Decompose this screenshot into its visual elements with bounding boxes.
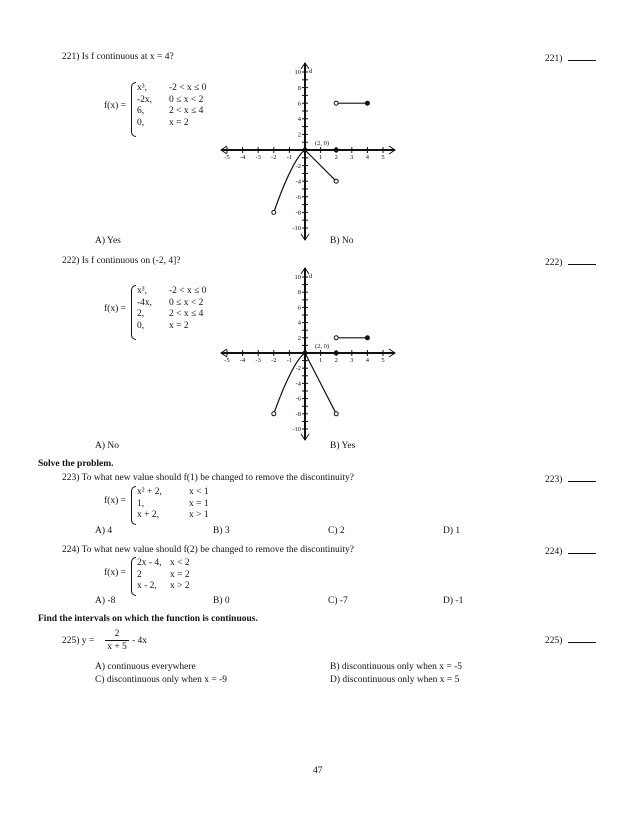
piecewise-brace <box>131 486 136 525</box>
piecewise-function-224 <box>137 558 190 593</box>
y-tick-label: -10 <box>292 225 301 233</box>
y-tick-label: -8 <box>295 209 301 217</box>
choice[interactable]: B) Yes <box>330 441 356 451</box>
x-tick-label: 4 <box>365 357 370 364</box>
piece-cond: 2 < x ≤ 4 <box>169 106 204 116</box>
x-tick-label: -1 <box>286 357 293 364</box>
choice[interactable]: B) 0 <box>213 596 230 606</box>
closed-point <box>334 351 338 355</box>
numerator: 2 <box>105 629 129 641</box>
open-point <box>334 336 338 340</box>
y-tick-label: -6 <box>295 395 301 403</box>
piece-expr: 2, <box>137 309 145 319</box>
question-number: 224) <box>62 545 80 555</box>
open-point <box>334 412 338 416</box>
y-tick-label: 4 <box>297 116 301 123</box>
fx-label: f(x) = <box>104 496 126 506</box>
x-tick-label: 5 <box>381 154 385 161</box>
y-tick-label: 8 <box>297 289 301 297</box>
choice[interactable]: A) 4 <box>95 526 113 536</box>
y-tick-label: -10 <box>292 426 301 433</box>
open-point <box>334 101 338 105</box>
answer-number: 224) <box>545 547 563 557</box>
x-tick-label: -1 <box>286 154 293 161</box>
x-tick-label: 3 <box>350 357 354 364</box>
piecewise-brace <box>131 82 136 137</box>
point-label: (2, 0) <box>315 343 330 350</box>
piecewise-function-222 <box>137 286 207 332</box>
y-tick-label: 2 <box>297 131 301 139</box>
piece-expr: 0, <box>137 320 145 331</box>
piece-expr: x - 2, <box>137 581 157 591</box>
choice[interactable]: A) No <box>95 441 120 451</box>
closed-point <box>303 148 307 152</box>
answer-slot-223 <box>545 473 596 485</box>
y-tick-label: 2 <box>297 334 301 342</box>
question-text: To what new value should f(1) be changed to remove the discontinuity? <box>81 473 355 483</box>
section-heading: Find the intervals on which the function is continuous. <box>38 614 258 624</box>
open-point <box>272 210 276 214</box>
x-tick-label: 1 <box>318 357 323 364</box>
piece-expr: x + 2, <box>137 510 159 520</box>
y-tick-label: -6 <box>295 194 301 201</box>
question-number: 221) <box>62 52 80 62</box>
piece-cond: x = 2 <box>169 320 189 331</box>
piece-cond: x = 2 <box>169 117 189 128</box>
y-tick-label: -4 <box>295 178 301 186</box>
closed-point <box>365 336 369 340</box>
answer-blank[interactable] <box>568 256 596 265</box>
graph-221 <box>205 55 405 245</box>
question-text: Is f continuous on (-2, 4]? <box>81 256 181 266</box>
answer-blank[interactable] <box>568 473 596 482</box>
fx-label: f(x) = <box>104 101 126 111</box>
axis-arrows <box>221 63 395 240</box>
piece-expr: x² + 2, <box>137 487 162 497</box>
answer-blank[interactable] <box>568 52 596 61</box>
answer-number: 221) <box>545 54 563 64</box>
answer-blank[interactable] <box>568 545 596 554</box>
choice[interactable]: C) 2 <box>328 526 345 536</box>
fx-label: f(x) = <box>104 568 126 578</box>
y-tick-label: 6 <box>297 304 301 312</box>
question-224 <box>62 545 354 555</box>
x-tick-label: 1 <box>318 154 323 161</box>
choice[interactable]: D) -1 <box>443 596 464 606</box>
closed-point <box>303 351 307 355</box>
piece-cond: 0 ≤ x < 2 <box>169 94 204 105</box>
piece-cond: x < 1 <box>189 487 209 497</box>
question-225 <box>62 636 94 646</box>
x-tick-label: -3 <box>255 357 261 364</box>
choice[interactable]: A) -8 <box>95 596 116 606</box>
equation-rest: - 4x <box>132 636 148 646</box>
answer-slot-224 <box>545 545 596 557</box>
answer-number: 222) <box>545 258 563 268</box>
choice[interactable]: B) 3 <box>213 526 230 536</box>
choice[interactable]: C) -7 <box>328 596 348 606</box>
x-tick-label: 3 <box>350 154 354 161</box>
piece-cond: -2 < x ≤ 0 <box>169 286 207 296</box>
piece-cond: x > 1 <box>189 510 209 520</box>
choice[interactable]: D) discontinuous only when x = 5 <box>330 675 460 685</box>
y-tick-label: 10 <box>294 69 301 76</box>
answer-number: 225) <box>545 636 563 646</box>
y-tick-label: -2 <box>295 365 301 373</box>
question-223 <box>62 473 354 483</box>
x-tick-label: -4 <box>239 154 246 161</box>
piece-cond: x = 2 <box>170 569 190 580</box>
piece-expr: x³, <box>137 286 147 296</box>
denominator: x + 5 <box>107 642 127 652</box>
graph-222 <box>205 262 405 444</box>
x-tick-label: 2 <box>334 357 338 364</box>
y-tick-label: 4 <box>297 319 301 327</box>
piecewise-brace <box>131 557 136 596</box>
answer-number: 223) <box>545 475 563 485</box>
piece-cond: 2 < x ≤ 4 <box>169 309 204 319</box>
choice[interactable]: B) No <box>330 236 354 246</box>
choice[interactable]: A) Yes <box>95 236 121 246</box>
choice[interactable]: C) discontinuous only when x = -9 <box>95 675 228 685</box>
x-tick-label: -2 <box>271 154 277 161</box>
x-tick-label: 4 <box>365 154 370 161</box>
y-tick-label: -4 <box>295 380 301 388</box>
piece-expr: -4x, <box>137 297 153 308</box>
question-222 <box>62 256 180 266</box>
question-text: Is f continuous at x = 4? <box>81 52 174 62</box>
x-tick-label: -5 <box>224 154 230 161</box>
question-221 <box>62 52 174 62</box>
y-tick-label: -2 <box>295 162 301 170</box>
piece-expr: 1, <box>137 498 145 509</box>
piecewise-function-223 <box>137 487 209 522</box>
y-tick-label: 6 <box>297 100 301 108</box>
piece-cond: x < 2 <box>170 558 190 568</box>
choice[interactable]: B) discontinuous only when x = -5 <box>330 662 463 672</box>
piece-expr: 6, <box>137 106 145 116</box>
piece-expr: -2x, <box>137 94 153 105</box>
piece-cond: -2 < x ≤ 0 <box>169 83 207 93</box>
closed-point <box>334 148 338 152</box>
y-tick-label: 8 <box>297 84 301 92</box>
fraction <box>105 629 129 653</box>
open-point <box>334 179 338 183</box>
piece-cond: x > 2 <box>170 581 190 591</box>
answer-slot-225 <box>545 634 596 646</box>
piece-cond: 0 ≤ x < 2 <box>169 297 204 308</box>
x-tick-label: -2 <box>271 357 277 364</box>
y-tick-label: 10 <box>294 274 301 281</box>
x-tick-label: 5 <box>381 357 385 364</box>
question-number: 225) <box>62 636 80 646</box>
open-point <box>272 412 276 416</box>
answer-slot-221 <box>545 52 596 64</box>
answer-slot-222 <box>545 256 596 268</box>
point-label: (2, 0) <box>315 140 330 147</box>
piece-expr: 2x - 4, <box>137 558 162 568</box>
x-tick-label: 2 <box>334 154 338 161</box>
section-heading: Solve the problem. <box>38 459 114 469</box>
question-text: To what new value should f(2) be changed to remove the discontinuity? <box>81 545 355 555</box>
y-tick-label: -8 <box>295 410 301 418</box>
x-tick-label: -5 <box>224 357 230 364</box>
piece-expr: 2 <box>137 569 142 580</box>
piecewise-brace <box>131 285 136 340</box>
x-tick-label: -4 <box>239 357 246 364</box>
choice[interactable]: D) 1 <box>443 526 461 536</box>
piecewise-function-221 <box>137 83 207 129</box>
piece-expr: 0, <box>137 117 145 128</box>
x-tick-label: -3 <box>255 154 261 161</box>
piece-expr: x³, <box>137 83 147 93</box>
piece-cond: x = 1 <box>189 498 209 509</box>
answer-blank[interactable] <box>568 634 596 643</box>
y-axis-label: d <box>309 273 313 280</box>
fx-label: f(x) = <box>104 304 126 314</box>
choice[interactable]: A) continuous everywhere <box>95 662 196 672</box>
page-number: 47 <box>313 766 323 776</box>
question-number: 222) <box>62 256 80 266</box>
y-axis-label: d <box>309 68 313 75</box>
equation-lhs: y = <box>81 636 95 646</box>
closed-point <box>365 101 369 105</box>
question-number: 223) <box>62 473 80 483</box>
